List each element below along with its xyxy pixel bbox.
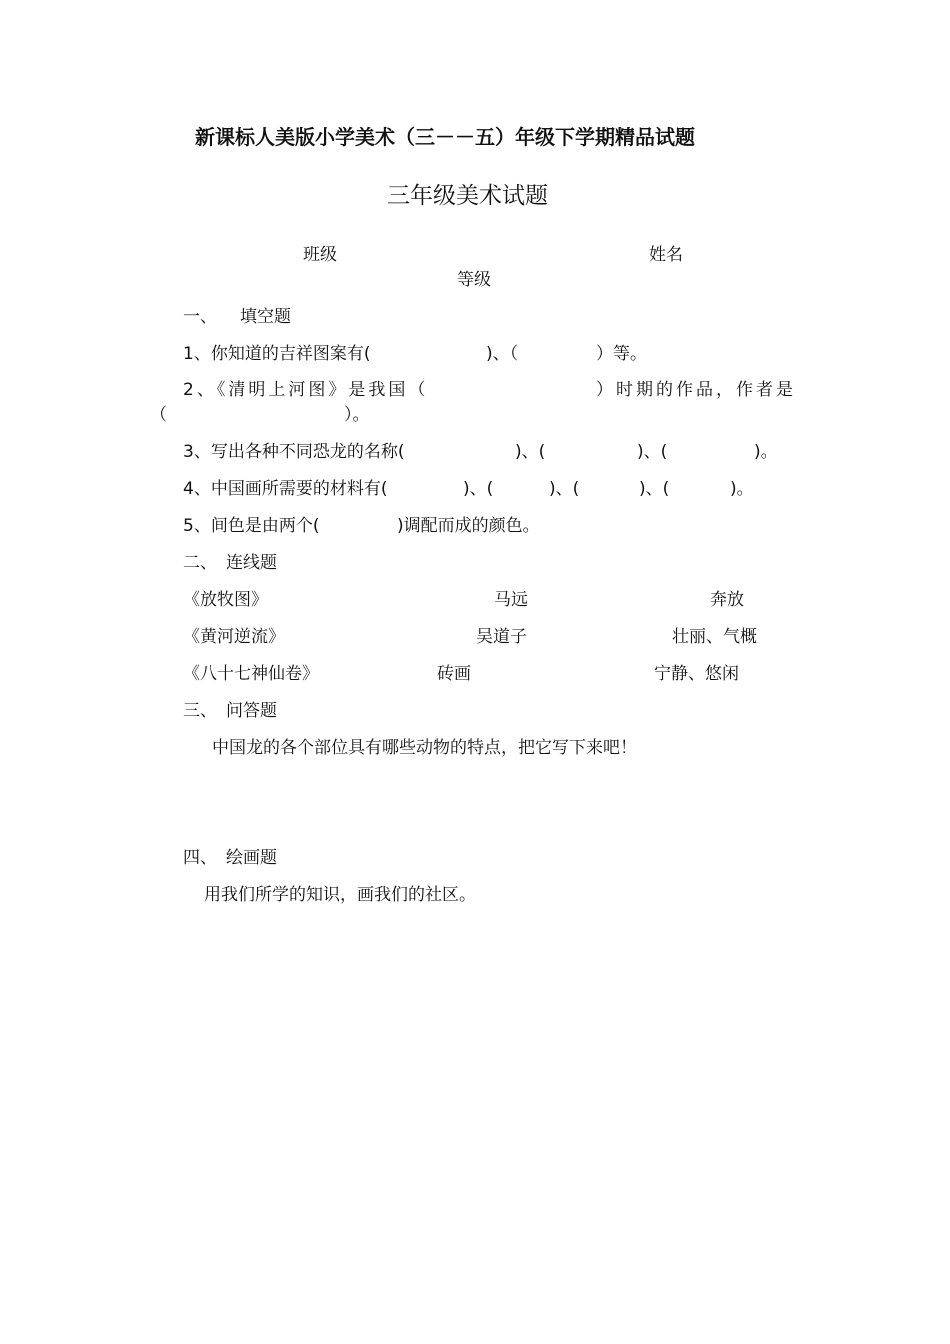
q3-suffix: )。 (754, 442, 778, 462)
main-title: 新课标人美版小学美术（三－－五）年级下学期精品试题 (195, 125, 695, 149)
q1-mid: )、（ (486, 344, 519, 364)
q2-line2-b: ）。 (344, 405, 370, 425)
q5-prefix: 5、间色是由两个( (183, 516, 320, 536)
matching-right-item: 壮丽、气概 (672, 627, 757, 647)
q2-line2-a: （ (150, 405, 167, 425)
section1-title: 填空题 (240, 307, 291, 327)
q1-suffix: ）等。 (596, 344, 647, 364)
q4-suffix: )。 (730, 479, 754, 499)
matching-middle-item: 砖画 (437, 664, 471, 684)
q2-line1-a: 2、《清明上河图》是我国（ (183, 380, 429, 400)
matching-left-item: 《八十七神仙卷》 (183, 664, 319, 684)
matching-left-item: 《放牧图》 (183, 590, 268, 610)
q4-prefix: 4、中国画所需要的材料有( (183, 479, 388, 499)
q3-sep2: )、( (637, 442, 668, 462)
section2-number: 二、 (183, 553, 217, 573)
matching-middle-item: 马远 (494, 590, 528, 610)
section4-title: 绘画题 (226, 848, 277, 868)
section2-title: 连线题 (226, 553, 277, 573)
section3-title: 问答题 (226, 701, 277, 721)
q3-prefix: 3、写出各种不同恐龙的名称( (183, 442, 405, 462)
sub-title: 三年级美术试题 (387, 183, 548, 209)
section4-question: 用我们所学的知识，画我们的社区。 (204, 885, 476, 905)
matching-right-item: 宁静、悠闲 (654, 664, 739, 684)
grade-label: 等级 (457, 270, 491, 290)
q5-suffix: )调配而成的颜色。 (397, 516, 540, 536)
q1-prefix: 1、你知道的吉祥图案有( (183, 344, 371, 364)
q4-sep2: )、( (549, 479, 580, 499)
class-label: 班级 (303, 245, 337, 265)
matching-left-item: 《黄河逆流》 (183, 627, 285, 647)
section3-question: 中国龙的各个部位具有哪些动物的特点，把它写下来吧！ (212, 738, 637, 758)
q4-sep1: )、( (463, 479, 494, 499)
matching-middle-item: 吴道子 (476, 627, 527, 647)
q3-sep1: )、( (515, 442, 546, 462)
section4-number: 四、 (183, 848, 217, 868)
q2-line1-b: ）时期的作品，作者是 (596, 380, 796, 400)
section3-number: 三、 (183, 701, 217, 721)
matching-right-item: 奔放 (710, 590, 744, 610)
name-label: 姓名 (649, 245, 683, 265)
q4-sep3: )、( (639, 479, 670, 499)
section1-number: 一、 (183, 307, 217, 327)
